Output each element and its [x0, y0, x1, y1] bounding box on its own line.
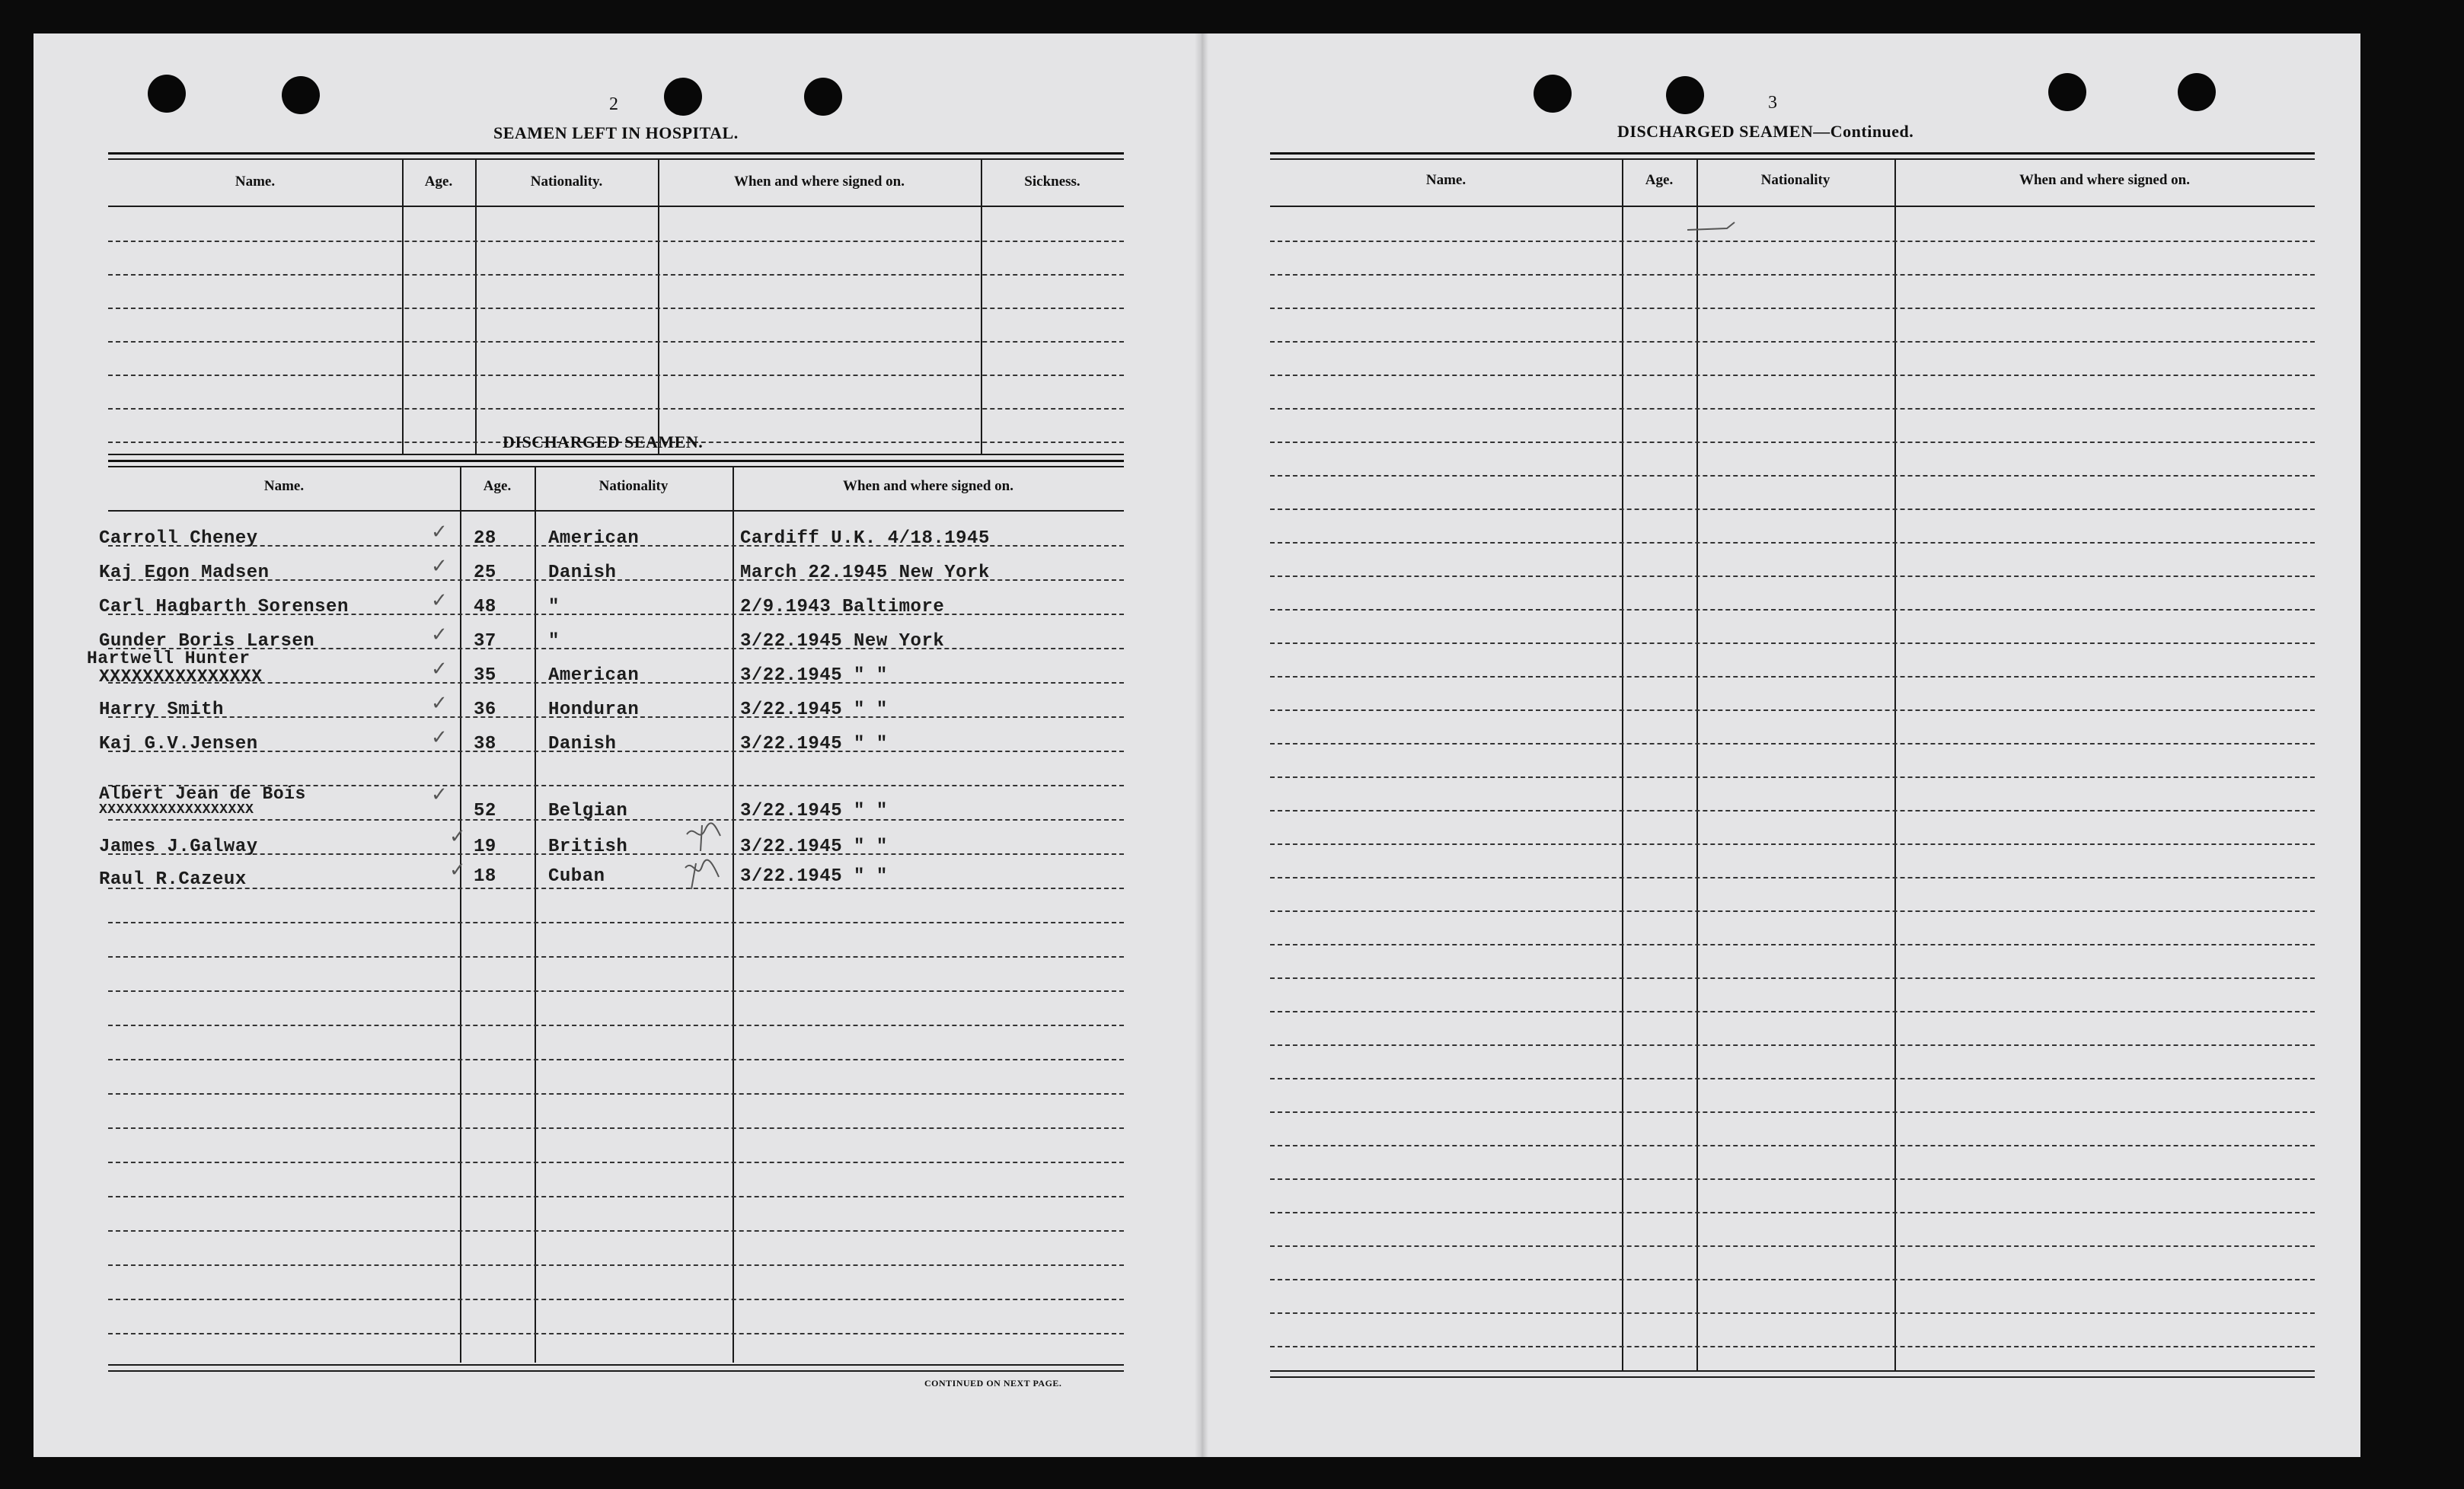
discharged-col-signed: When and where signed on.	[842, 478, 1013, 494]
continued-note: CONTINUED ON NEXT PAGE.	[924, 1378, 1062, 1389]
check-mark-icon: ✓	[449, 859, 466, 882]
seaman-name-correction: Hartwell Hunter	[87, 649, 251, 668]
scanned-document	[34, 33, 2360, 1457]
punch-hole	[282, 76, 320, 114]
seaman-signed-on: 3/22.1945 " "	[740, 734, 888, 754]
seaman-nationality: Danish	[548, 734, 617, 754]
check-mark-icon: ✓	[431, 555, 448, 578]
seaman-nationality: Belgian	[548, 801, 628, 821]
hospital-col-age: Age.	[424, 174, 453, 190]
seaman-nationality: American	[548, 665, 640, 686]
pencil-annotation	[679, 821, 732, 894]
check-mark-icon: ✓	[431, 726, 448, 749]
seaman-signed-on: 3/22.1945 " "	[740, 801, 888, 821]
seaman-age: 48	[474, 597, 496, 617]
right-page-number: 3	[1768, 93, 1777, 113]
seaman-nationality: "	[548, 597, 560, 617]
seaman-age: 25	[474, 563, 496, 583]
right-col-name: Name.	[1425, 172, 1467, 188]
check-mark-icon: ✓	[431, 692, 448, 715]
hospital-col-nationality: Nationality.	[530, 174, 603, 190]
right-col-signed: When and where signed on.	[2019, 172, 2190, 188]
seaman-name-struck: XXXXXXXXXXXXXXX	[99, 667, 263, 687]
seaman-name: Harry Smith	[99, 700, 224, 720]
seaman-signed-on: 3/22.1945 " "	[740, 866, 888, 887]
hospital-col-signed: When and where signed on.	[733, 174, 905, 190]
check-mark-icon: ✓	[431, 589, 448, 612]
seaman-signed-on: 3/22.1945 " "	[740, 837, 888, 857]
seaman-nationality: Danish	[548, 563, 617, 583]
left-page-number: 2	[609, 94, 618, 114]
seaman-name: Gunder Boris Larsen	[99, 631, 315, 652]
hospital-col-name: Name.	[235, 174, 276, 190]
punch-hole	[1534, 75, 1572, 113]
seaman-name-struck: XXXXXXXXXXXXXXXXXX	[99, 802, 254, 818]
check-mark-icon: ✓	[449, 825, 466, 848]
right-section-title: DISCHARGED SEAMEN—Continued.	[1617, 122, 1914, 141]
seaman-signed-on: March 22.1945 New York	[740, 563, 990, 583]
seaman-age: 36	[474, 700, 496, 720]
seaman-name: Raul R.Cazeux	[99, 869, 247, 890]
discharged-col-nationality: Nationality	[598, 478, 669, 494]
seaman-name: Carl Hagbarth Sorensen	[99, 597, 349, 617]
seaman-name: Kaj Egon Madsen	[99, 563, 270, 583]
hospital-col-sickness: Sickness.	[1024, 174, 1080, 190]
seaman-nationality: Honduran	[548, 700, 640, 720]
punch-hole	[2048, 73, 2086, 111]
seaman-name: Kaj G.V.Jensen	[99, 734, 258, 754]
check-mark-icon: ✓	[431, 623, 448, 646]
seaman-nationality: "	[548, 631, 560, 652]
discharged-col-age: Age.	[483, 478, 512, 494]
punch-hole	[804, 78, 842, 116]
check-mark-icon: ✓	[431, 658, 448, 681]
seaman-age: 18	[474, 866, 496, 887]
punch-hole	[664, 78, 702, 116]
discharged-section-title: DISCHARGED SEAMEN.	[503, 432, 704, 451]
discharged-col-name: Name.	[263, 478, 305, 494]
seaman-nationality: Cuban	[548, 866, 605, 887]
right-col-nationality: Nationality	[1760, 172, 1830, 188]
pencil-mark	[1686, 219, 1739, 234]
seaman-age: 19	[474, 837, 496, 857]
seaman-nationality: American	[548, 528, 640, 549]
hospital-section-title: SEAMEN LEFT IN HOSPITAL.	[493, 123, 739, 142]
punch-hole	[2178, 73, 2216, 111]
punch-hole	[1666, 76, 1704, 114]
seaman-signed-on: 2/9.1943 Baltimore	[740, 597, 945, 617]
seaman-signed-on: Cardiff U.K. 4/18.1945	[740, 528, 990, 549]
seaman-age: 28	[474, 528, 496, 549]
seaman-name: Carroll Cheney	[99, 528, 258, 549]
seaman-signed-on: 3/22.1945 New York	[740, 631, 945, 652]
seaman-age: 38	[474, 734, 496, 754]
seaman-signed-on: 3/22.1945 " "	[740, 700, 888, 720]
seaman-age: 35	[474, 665, 496, 686]
right-col-age: Age.	[1645, 172, 1674, 188]
punch-hole	[148, 75, 186, 113]
check-mark-icon: ✓	[431, 783, 448, 806]
check-mark-icon: ✓	[431, 521, 448, 544]
seaman-age: 52	[474, 801, 496, 821]
seaman-name: James J.Galway	[99, 837, 258, 857]
seaman-age: 37	[474, 631, 496, 652]
seaman-signed-on: 3/22.1945 " "	[740, 665, 888, 686]
seaman-nationality: British	[548, 837, 628, 857]
seaman-name-correction: Albert Jean de Bois	[99, 784, 306, 804]
page-fold	[1195, 33, 1208, 1457]
